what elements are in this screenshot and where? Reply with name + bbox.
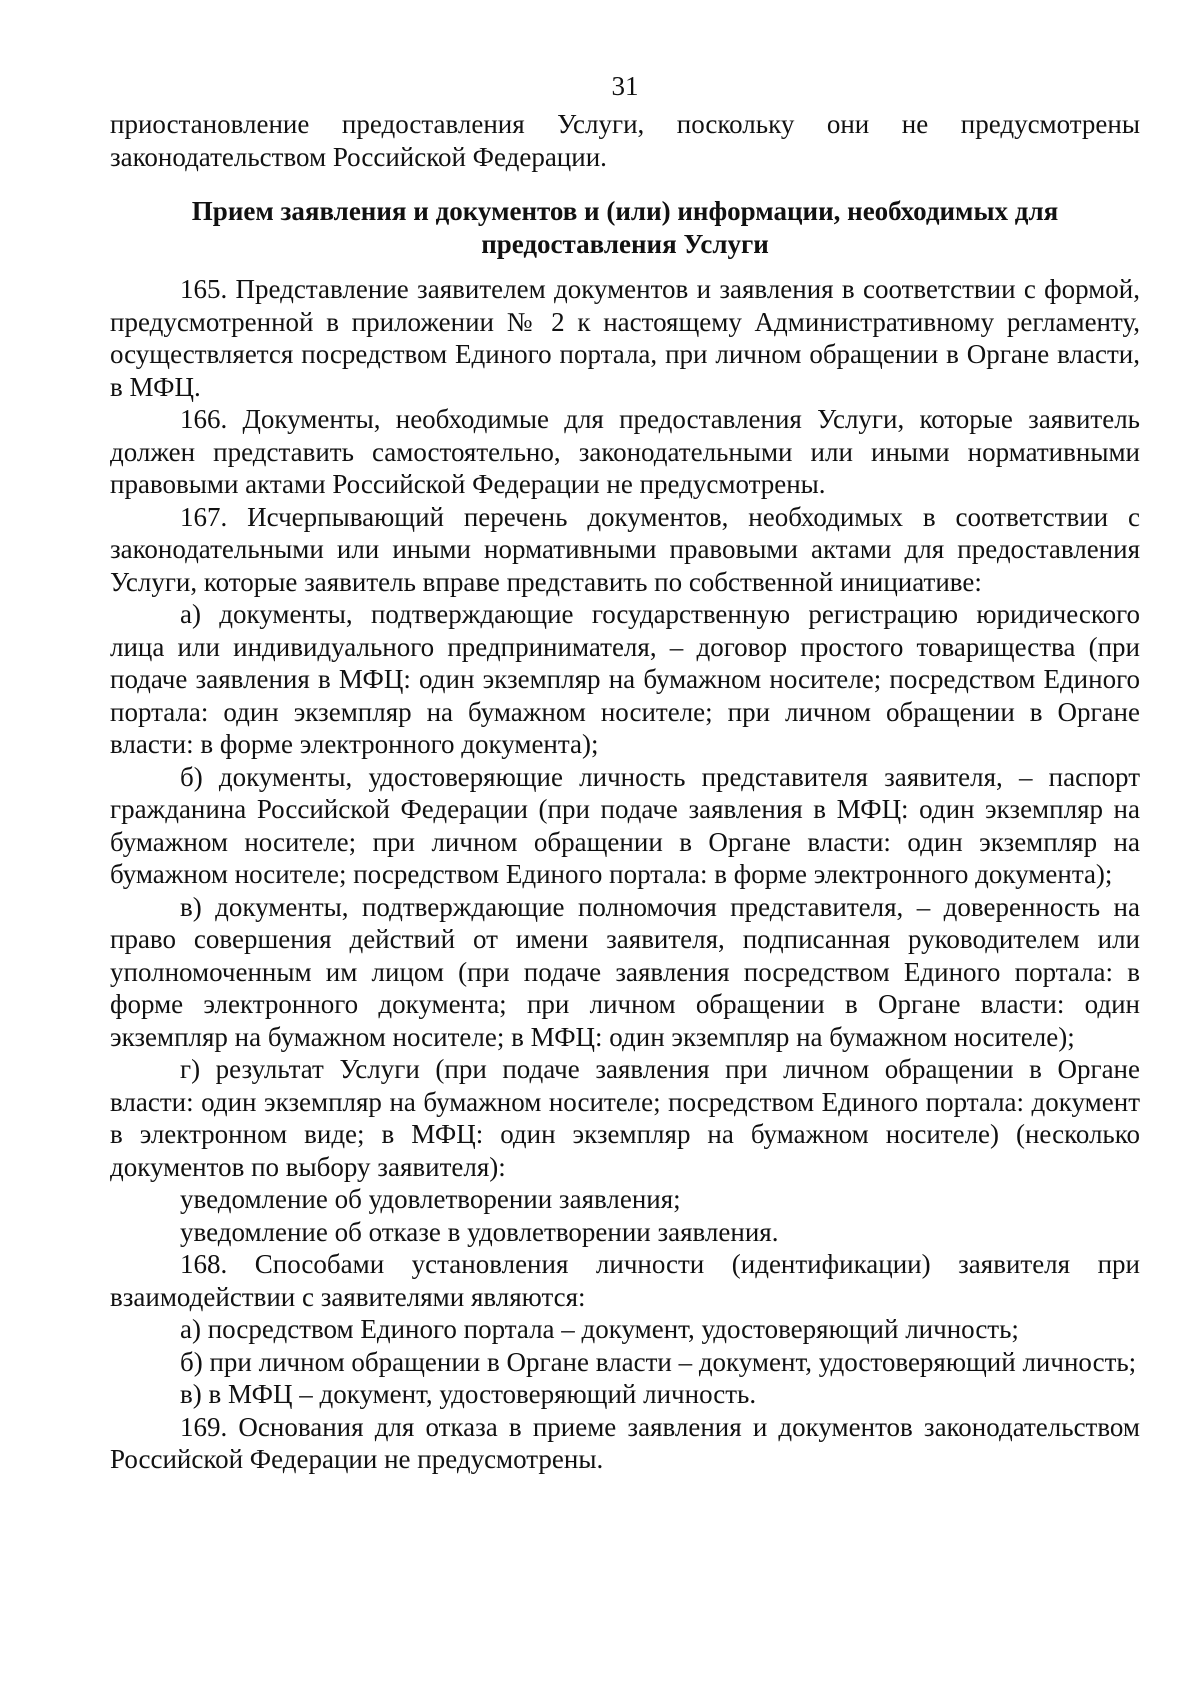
paragraph-167: 167. Исчерпывающий перечень документов, необходимых в соответствии с законодательными или иными нормативными правовыми актами для предоставления Услуги, которые заявитель вправе представить по собственной инициативе: xyxy=(110,501,1140,597)
paragraph-165: 165. Представление заявителем документов и заявления в соответствии с формой, предусмотренной в приложении № 2 к настоящему Административному регламенту, осуществляется посредством Единого портала, при личном обращении в Органе власти, в МФЦ. xyxy=(110,274,1140,402)
paragraph-166: 166. Документы, необходимые для предоставления Услуги, которые заявитель должен представить самостоятельно, законодательными или иными нормативными правовыми актами Российской Федерации не предусмотрены. xyxy=(110,404,1140,499)
paragraph-167-g-option-1: уведомление об удовлетворении заявления; xyxy=(180,1184,681,1214)
paragraph-168-v: в) в МФЦ – документ, удостоверяющий личность. xyxy=(180,1379,757,1409)
paragraph-167-a: а) документы, подтверждающие государственную регистрацию юридического лица или индивидуального предпринимателя, – договор простого товарищества (при подаче заявления в МФЦ: один экземпляр на бумажном носителе; посредством Единого портала: один экземпляр на бумажном носителе; при личном обращении в Органе власти: в форме электронного документа); xyxy=(110,599,1140,759)
document-page xyxy=(110,70,1140,1476)
paragraph-167-v: в) документы, подтверждающие полномочия представителя, – доверенность на право совершения действий от имени заявителя, подписанная руководителем или уполномоченным им лицом (при подаче заявления посредством Единого портала: в форме электронного документа; при личном обращении в Органе власти: один экземпляр на бумажном носителе; в МФЦ: один экземпляр на бумажном носителе); xyxy=(110,891,1140,1052)
paragraph-169: 169. Основания для отказа в приеме заявления и документов законодательством Российской Федерации не предусмотрены. xyxy=(110,1411,1140,1474)
paragraph-168: 168. Способами установления личности (идентификации) заявителя при взаимодействии с заявителями являются: xyxy=(110,1249,1140,1312)
paragraph-167-b: б) документы, удостоверяющие личность представителя заявителя, – паспорт гражданина Российской Федерации (при подаче заявления в МФЦ: один экземпляр на бумажном носителе; при личном обращении в Органе власти: один экземпляр на бумажном носителе; посредством Единого портала: в форме электронного документа); xyxy=(110,761,1140,889)
paragraph-167-g-option-2: уведомление об отказе в удовлетворении заявления. xyxy=(180,1216,779,1247)
paragraph-167-g: г) результат Услуги (при подаче заявления при личном обращении в Органе власти: один экземпляр на бумажном носителе; посредством Единого портала: документ в электронном виде; в МФЦ: один экземпляр на бумажном носителе) (несколько документов по выбору заявителя): xyxy=(110,1054,1140,1182)
paragraph-168-a: а) посредством Единого портала – документ, удостоверяющий личность; xyxy=(180,1314,1019,1344)
page-number: 31 xyxy=(611,71,639,101)
section-heading: Прием заявления и документов и (или) информации, необходимых для предоставления Услуги xyxy=(191,196,1059,259)
intro-paragraph: приостановление предоставления Услуги, поскольку они не предусмотрены законодательством Российской Федерации. xyxy=(110,109,1140,172)
paragraph-168-b: б) при личном обращении в Органе власти – документ, удостоверяющий личность; xyxy=(180,1346,1137,1377)
